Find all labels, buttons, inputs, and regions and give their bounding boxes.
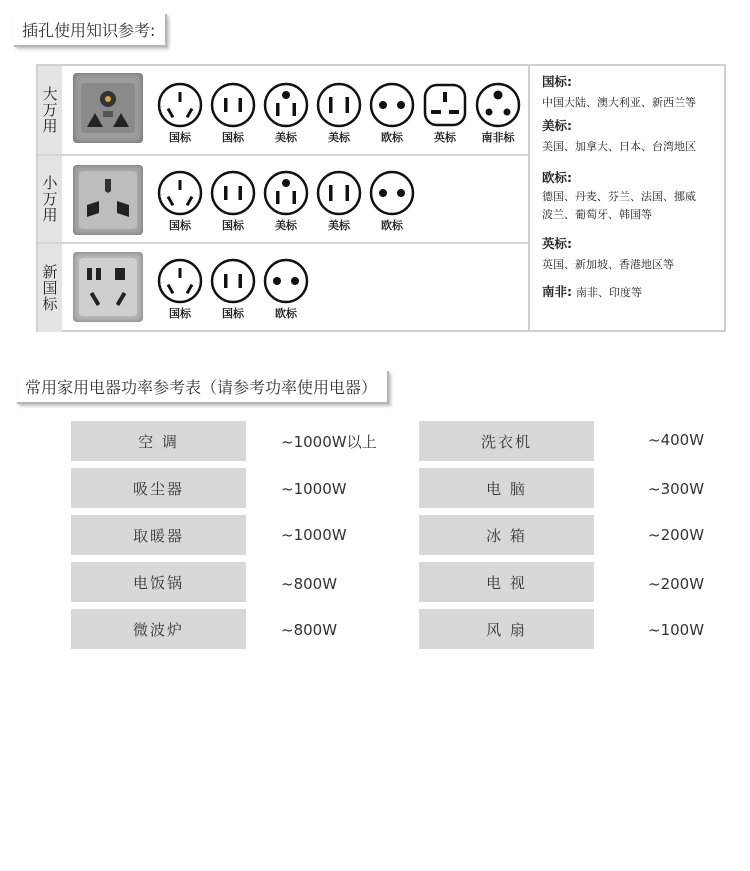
- plug-label: 美标: [275, 131, 297, 144]
- plug-label: 美标: [275, 219, 297, 232]
- appliance-name: 取暖器: [71, 515, 246, 555]
- appliance-power: ~1000W: [281, 526, 347, 544]
- plug-meibiao-3pin: [262, 82, 310, 145]
- row-label: [38, 66, 62, 154]
- meibiao-regions: 美国、加拿大、日本、台湾地区: [542, 140, 696, 153]
- row-label-text: 大万用: [40, 86, 59, 134]
- appliance-power-title: 常用家用电器功率参考表（请参考功率使用电器）: [17, 371, 389, 404]
- plug-label: 国标: [169, 307, 191, 320]
- universal-small-socket-photo: [73, 165, 143, 235]
- plug-label: 国标: [222, 307, 244, 320]
- yingbiao-heading: 英标:: [542, 236, 572, 251]
- plug-label: 国标: [222, 131, 244, 144]
- row-label-text: 小万用: [40, 175, 59, 223]
- yingbiao-regions: 英国、新加坡、香港地区等: [542, 258, 674, 271]
- oubiao-heading: 欧标:: [542, 170, 572, 185]
- meibiao-2pin-icon: [316, 170, 362, 216]
- appliance-power: ~400W: [648, 431, 705, 449]
- plug-label: 美标: [328, 131, 350, 144]
- guobiao-3pin-icon: [157, 82, 203, 128]
- guobiao-2pin-icon: [210, 258, 256, 304]
- oubiao-regions-line1: 德国、丹麦、芬兰、法国、挪威: [542, 190, 696, 203]
- meibiao-heading: 美标:: [542, 118, 572, 133]
- plug-oubiao: [368, 82, 416, 145]
- row-label: [38, 244, 62, 332]
- plug-nanfei: [474, 82, 522, 145]
- socket-row-universal-large: [38, 66, 528, 156]
- guobiao-heading: 国标:: [542, 74, 572, 89]
- plug-yingbiao: [421, 82, 469, 145]
- appliance-name: 冰 箱: [419, 515, 594, 555]
- new-national-socket-photo: [73, 252, 143, 322]
- guobiao-3pin-icon: [157, 258, 203, 304]
- socket-knowledge-title: 插孔使用知识参考:: [14, 14, 167, 47]
- meibiao-3pin-icon: [263, 170, 309, 216]
- appliance-name: 风 扇: [419, 609, 594, 649]
- nanfei-icon: [475, 82, 521, 128]
- appliance-power: ~800W: [281, 621, 338, 639]
- plug-guobiao-3pin: [156, 170, 204, 233]
- row-label-text: 新国标: [40, 264, 59, 312]
- appliance-power: ~800W: [281, 575, 338, 593]
- socket-table: [36, 64, 726, 332]
- appliance-power: ~200W: [648, 575, 705, 593]
- socket-row-universal-small: [38, 156, 528, 244]
- meibiao-3pin-icon: [263, 82, 309, 128]
- nanfei-line: [542, 282, 724, 300]
- appliance-name: 电 视: [419, 562, 594, 602]
- plug-label: 国标: [169, 131, 191, 144]
- plug-oubiao: [262, 258, 310, 321]
- plug-label: 欧标: [381, 131, 403, 144]
- nanfei-regions: 南非、印度等: [576, 286, 642, 299]
- appliance-power: ~1000W以上: [281, 433, 377, 451]
- plug-label: 南非标: [481, 131, 515, 144]
- nanfei-heading: 南非:: [542, 284, 572, 299]
- appliance-name: 空 调: [71, 421, 246, 461]
- plug-guobiao-3pin: [156, 258, 204, 321]
- appliance-power: ~100W: [648, 621, 705, 639]
- plug-meibiao-2pin: [315, 82, 363, 145]
- appliance-name: 洗衣机: [419, 421, 594, 461]
- oubiao-icon: [263, 258, 309, 304]
- plug-label: 国标: [169, 219, 191, 232]
- oubiao-icon: [369, 170, 415, 216]
- oubiao-regions-line2: 波兰、葡萄牙、韩国等: [542, 208, 652, 221]
- appliance-name: 电 脑: [419, 468, 594, 508]
- appliance-power: ~300W: [648, 480, 705, 498]
- guobiao-2pin-icon: [210, 170, 256, 216]
- plug-meibiao-3pin: [262, 170, 310, 233]
- plug-oubiao: [368, 170, 416, 233]
- plug-guobiao-3pin: [156, 82, 204, 145]
- appliance-name: 电饭锅: [71, 562, 246, 602]
- guobiao-regions: 中国大陆、澳大利亚、新西兰等: [542, 96, 696, 109]
- plug-label: 英标: [434, 131, 456, 144]
- socket-row-new-national: [38, 244, 528, 332]
- guobiao-2pin-icon: [210, 82, 256, 128]
- plug-label: 国标: [222, 219, 244, 232]
- plug-meibiao-2pin: [315, 170, 363, 233]
- oubiao-icon: [369, 82, 415, 128]
- plug-label: 美标: [328, 219, 350, 232]
- yingbiao-icon: [422, 82, 468, 128]
- row-label: [38, 156, 62, 242]
- plug-label: 欧标: [275, 307, 297, 320]
- plug-label: 欧标: [381, 219, 403, 232]
- meibiao-2pin-icon: [316, 82, 362, 128]
- appliance-power: ~200W: [648, 526, 705, 544]
- region-legend-panel: [528, 66, 724, 330]
- plug-guobiao-2pin: [209, 82, 257, 145]
- appliance-name: 吸尘器: [71, 468, 246, 508]
- guobiao-3pin-icon: [157, 170, 203, 216]
- appliance-power: ~1000W: [281, 480, 347, 498]
- plug-guobiao-2pin: [209, 258, 257, 321]
- universal-large-socket-photo: [73, 73, 143, 143]
- plug-guobiao-2pin: [209, 170, 257, 233]
- appliance-name: 微波炉: [71, 609, 246, 649]
